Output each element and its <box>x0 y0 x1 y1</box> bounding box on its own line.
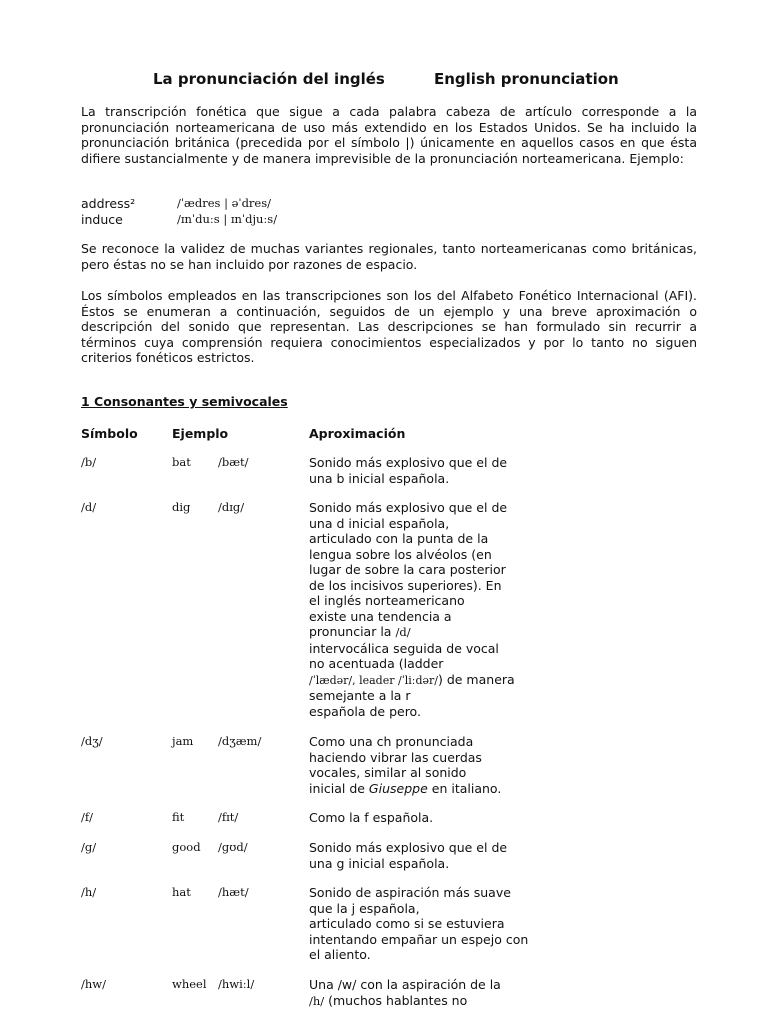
inline-symbol: /d/ <box>395 625 411 639</box>
column-header-symbol: Símbolo <box>81 426 138 441</box>
example-word: hat <box>172 885 191 899</box>
example-word: induce <box>81 212 123 227</box>
intro-paragraph-3: Los símbolos empleados en las transcripciones son los del Alfabeto Fonético Internacional (AFI). Éstos se enumeran a continuación, seguidos de un ejemplo y una breve aproximación o descripción del sonido que representan. Las descripciones se han formulado sin recurrir a términos cuya comprensión requiera conocimientos especializados y por lo tanto no siguen criterios fonéticos estrictos. <box>81 288 697 365</box>
sound-description <box>309 977 539 1009</box>
phonetic-symbol: /g/ <box>81 840 97 854</box>
phonetic-symbol: /h/ <box>81 885 97 899</box>
phonetic-symbol: /dʒ/ <box>81 734 103 748</box>
sound-description: Sonido más explosivo que el de una g inicial española. <box>309 840 508 871</box>
sound-description <box>309 734 539 796</box>
sound-description: Sonido más explosivo que el de una b inicial española. <box>309 455 508 486</box>
example-transcription: /hwiːl/ <box>218 977 255 991</box>
example-transcription: /gʊd/ <box>218 840 248 854</box>
section-heading: 1 Consonantes y semivocales <box>81 394 288 409</box>
example-word: jam <box>172 734 194 748</box>
example-word: dig <box>172 500 191 514</box>
description-text: Una /w/ con la aspiración de la <box>309 977 501 992</box>
example-word: address² <box>81 196 136 211</box>
description-text: intervocálica seguida de vocal no acentuada (ladder <box>309 640 499 671</box>
example-row <box>81 196 697 212</box>
example-word: good <box>172 840 201 854</box>
phonetic-symbol: /f/ <box>81 810 94 824</box>
example-word: wheel <box>172 977 207 991</box>
example-transcription: /dɪg/ <box>218 500 245 514</box>
phonetic-symbol: /b/ <box>81 455 97 469</box>
column-header-approximation: Aproximación <box>309 426 406 441</box>
inline-symbol: /h/ <box>309 993 325 1008</box>
example-transcription: /ˈædres | əˈdres/ <box>177 196 272 210</box>
phonetic-symbol: /hw/ <box>81 977 106 991</box>
example-row <box>81 212 697 228</box>
example-transcription: /dʒæm/ <box>218 734 262 748</box>
example-transcription: /fɪt/ <box>218 810 239 824</box>
description-text: ) de manera semejante a la r española de pero. <box>309 671 515 719</box>
intro-paragraph-2: Se reconoce la validez de muchas variantes regionales, tanto norteamericanas como británicas, pero éstas no se han incluido por razones de espacio. <box>81 241 697 272</box>
sound-description: Como la f española. <box>309 810 434 825</box>
sound-description <box>309 500 539 719</box>
example-word: fit <box>172 810 185 824</box>
sound-description: Sonido de aspiración más suave que la j española, articulado como si se estuviera intentando empañar un espejo con el aliento. <box>309 885 529 962</box>
italic-word: Giuseppe <box>368 780 428 796</box>
example-transcription: /hæt/ <box>218 885 249 899</box>
description-text: (muchos hablantes no <box>324 992 468 1008</box>
description-text: Sonido más explosivo que el de una d inicial española, articulado con la punta de la lengua sobre los alvéolos (en lugar de sobre la cara posterior de los incisivos superiores). En el inglés norteamericano existe una tendencia a pronunciar la <box>309 500 508 639</box>
title-english: English pronunciation <box>434 70 619 88</box>
description-text: Como una ch pronunciada haciendo vibrar las cuerdas vocales, similar al sonido inicial de <box>309 734 482 796</box>
example-transcription: /ɪnˈduːs | ɪnˈdjuːs/ <box>177 212 278 226</box>
example-transcription: /bæt/ <box>218 455 249 469</box>
description-text: en italiano. <box>427 780 502 796</box>
column-header-example: Ejemplo <box>172 426 229 441</box>
title-spanish: La pronunciación del inglés <box>153 70 385 88</box>
intro-paragraph-1: La transcripción fonética que sigue a cada palabra cabeza de artículo corresponde a la pronunciación norteamericana de uso más extendido en los Estados Unidos. Se ha incluido la pronunciación británica (precedida por el símbolo |) únicamente en aquellos casos en que ésta difiere sustancialmente y de manera imprevisible de la pronunciación norteamericana. Ejemplo: <box>81 104 697 166</box>
example-word: bat <box>172 455 191 469</box>
phonetic-symbol: /d/ <box>81 500 97 514</box>
inline-transcription: /ˈlædər/, leader /ˈliːdər/ <box>309 673 438 687</box>
